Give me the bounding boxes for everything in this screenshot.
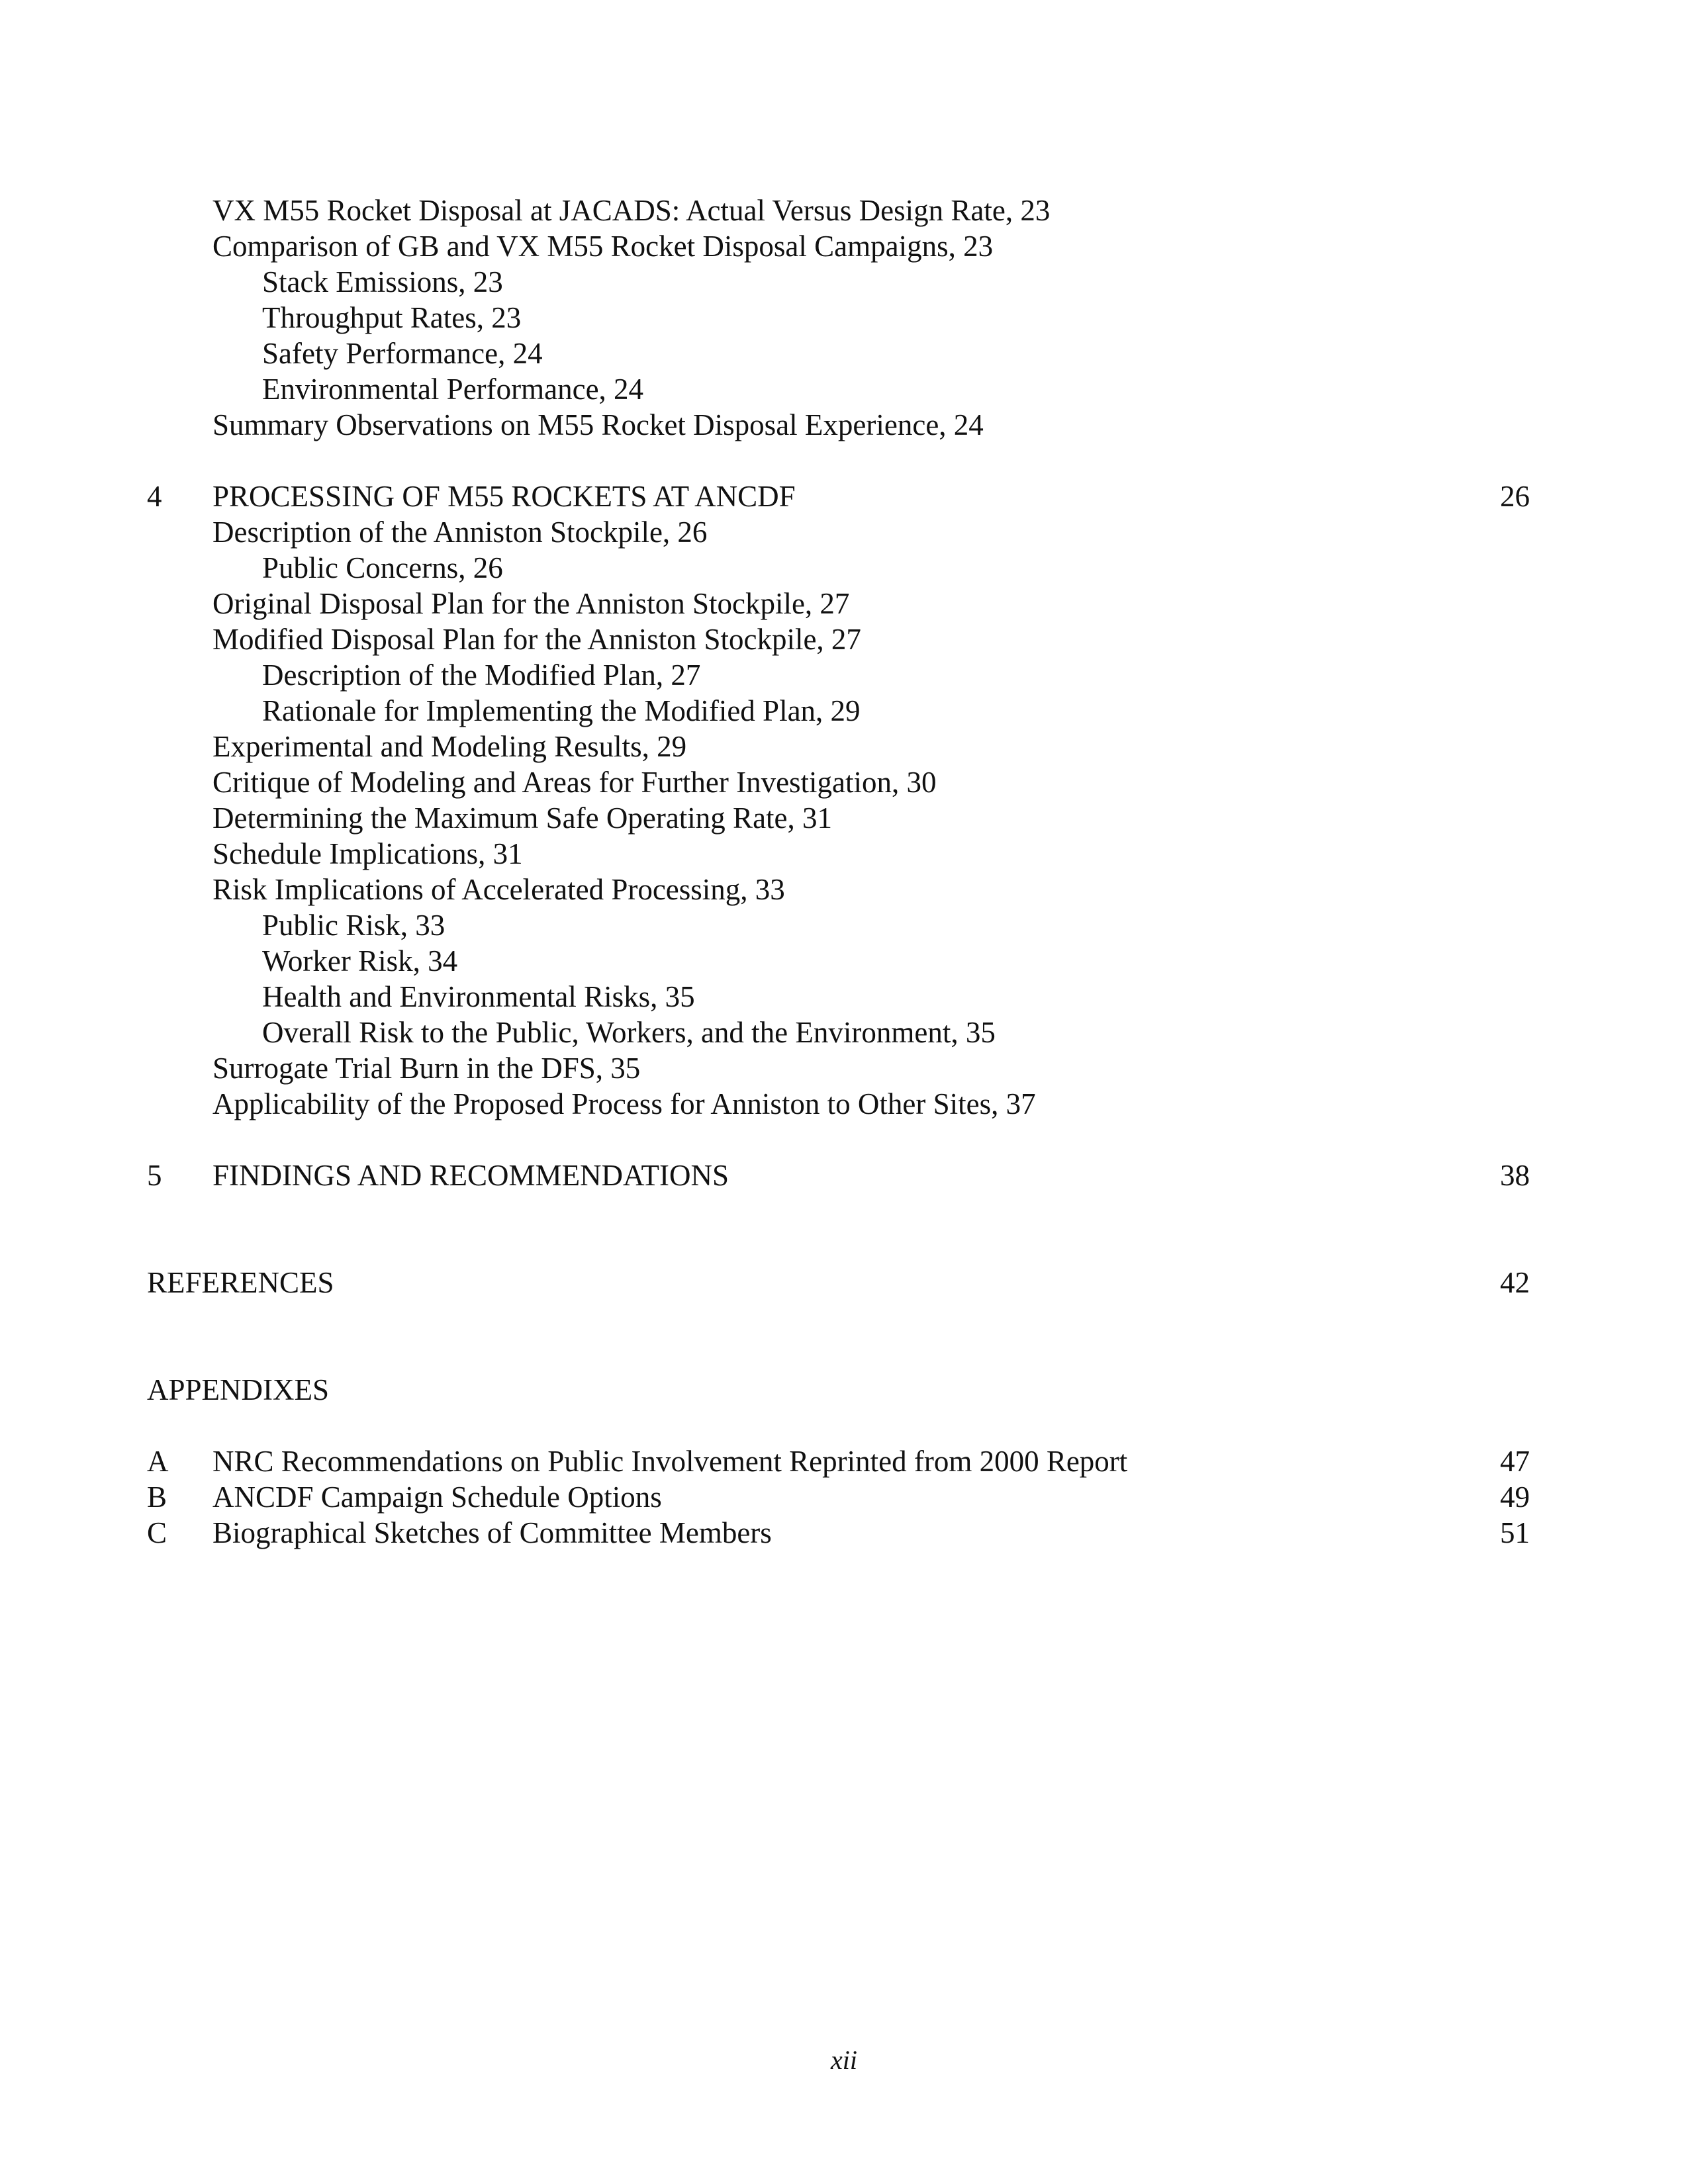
chapter-title: FINDINGS AND RECOMMENDATIONS xyxy=(212,1159,729,1192)
chapter-page: 38 xyxy=(1500,1159,1530,1192)
appendix-title: Biographical Sketches of Committee Members xyxy=(212,1516,772,1549)
appendix-title: ANCDF Campaign Schedule Options xyxy=(212,1480,662,1514)
toc-entry: Surrogate Trial Burn in the DFS, 35 xyxy=(212,1052,641,1085)
appendix-letter: B xyxy=(147,1480,167,1514)
appendix-page: 47 xyxy=(1500,1445,1530,1478)
toc-entry: Experimental and Modeling Results, 29 xyxy=(212,730,687,763)
references-heading: REFERENCES xyxy=(147,1266,334,1299)
chapter-number: 5 xyxy=(147,1159,162,1192)
toc-subentry: Safety Performance, 24 xyxy=(262,337,543,370)
toc-subentry: Rationale for Implementing the Modified Plan, 29 xyxy=(262,694,861,727)
chapter-number: 4 xyxy=(147,480,162,513)
appendix-letter: A xyxy=(147,1445,169,1478)
toc-subentry: Description of the Modified Plan, 27 xyxy=(262,659,701,692)
toc-entry: Description of the Anniston Stockpile, 26 xyxy=(212,516,708,549)
toc-subentry: Overall Risk to the Public, Workers, and the Environment, 35 xyxy=(262,1016,996,1049)
toc-subentry: Health and Environmental Risks, 35 xyxy=(262,980,695,1013)
toc-entry: Original Disposal Plan for the Anniston Stockpile, 27 xyxy=(212,587,850,620)
toc-entry: VX M55 Rocket Disposal at JACADS: Actual Versus Design Rate, 23 xyxy=(212,194,1051,227)
toc-subentry: Public Risk, 33 xyxy=(262,909,445,942)
toc-entry: Summary Observations on M55 Rocket Disposal Experience, 24 xyxy=(212,408,984,441)
toc-subentry: Throughput Rates, 23 xyxy=(262,301,522,334)
chapter-title: PROCESSING OF M55 ROCKETS AT ANCDF xyxy=(212,480,796,513)
toc-entry: Critique of Modeling and Areas for Further Investigation, 30 xyxy=(212,766,937,799)
appendix-letter: C xyxy=(147,1516,167,1549)
toc-entry: Schedule Implications, 31 xyxy=(212,837,523,870)
toc-entry: Modified Disposal Plan for the Anniston Stockpile, 27 xyxy=(212,623,861,656)
toc-entry: Applicability of the Proposed Process for Anniston to Other Sites, 37 xyxy=(212,1087,1036,1120)
toc-subentry: Public Concerns, 26 xyxy=(262,551,503,584)
toc-subentry: Worker Risk, 34 xyxy=(262,944,458,978)
appendix-title: NRC Recommendations on Public Involvement Reprinted from 2000 Report xyxy=(212,1445,1128,1478)
appendix-page: 49 xyxy=(1500,1480,1530,1514)
appendix-page: 51 xyxy=(1500,1516,1530,1549)
references-page: 42 xyxy=(1500,1266,1530,1299)
toc-entry: Comparison of GB and VX M55 Rocket Disposal Campaigns, 23 xyxy=(212,230,994,263)
toc-subentry: Stack Emissions, 23 xyxy=(262,265,503,298)
appendixes-heading: APPENDIXES xyxy=(147,1373,330,1406)
chapter-page: 26 xyxy=(1500,480,1530,513)
toc-subentry: Environmental Performance, 24 xyxy=(262,373,644,406)
toc-entry: Determining the Maximum Safe Operating Rate, 31 xyxy=(212,801,833,835)
page-number: xii xyxy=(831,2045,857,2075)
toc-entry: Risk Implications of Accelerated Processing, 33 xyxy=(212,873,785,906)
